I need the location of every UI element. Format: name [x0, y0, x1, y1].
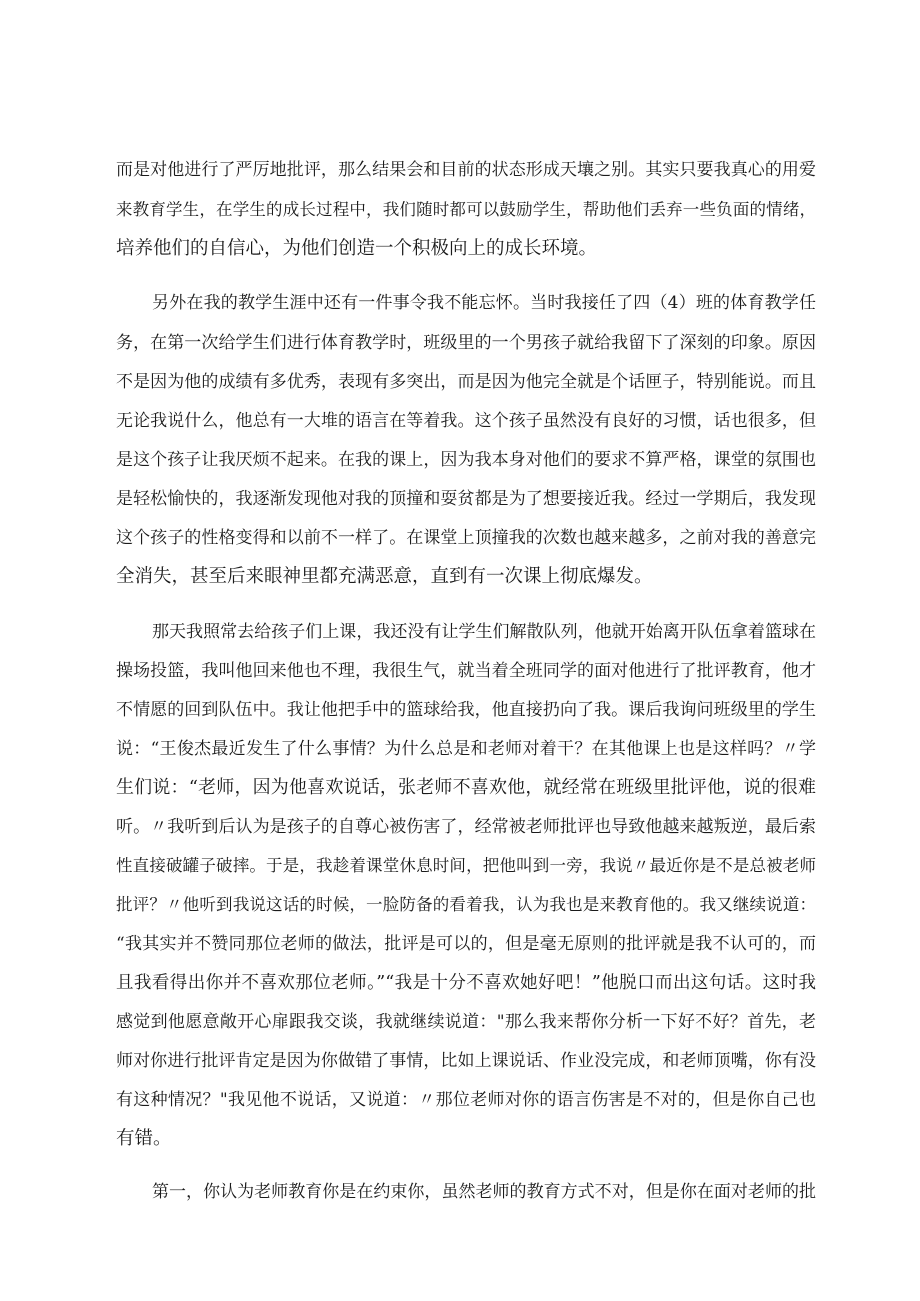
paragraph-2-line-8: 全消失，甚至后来眼神里都充满恶意，直到有一次课上彻底爆发。 [116, 566, 653, 587]
paragraph-2-line-3: 不是因为他的成绩有多优秀，表现有多突出，而是因为他完全就是个话匣子，特别能说。而且 [116, 372, 816, 392]
paragraph-3-line-1: 那天我照常去给孩子们上课，我还没有让学生们解散队列，他就开始离开队伍拿着篮球在 [152, 622, 816, 642]
paragraph-3-line-7: 性直接破罐子破摔。于是，我趁着课堂休息时间，把他叫到一旁，我说〃最近你是不是总被老师 [116, 856, 816, 875]
paragraph-3-line-6: 听。〃我听到后认为是孩子的自尊心被伤害了，经常被老师批评也导致他越来越叛逆，最后索 [116, 817, 816, 837]
paragraph-1-line-1: 而是对他进行了严厉地批评，那么结果会和目前的状态形成天壤之别。其实只要我真心的用爱 [116, 160, 816, 180]
paragraph-3-line-8: 批评？〃他听到我说这话的时候，一脸防备的看着我，认为我也是来教育他的。我又继续说道： [116, 895, 816, 914]
paragraph-3-line-3: 不情愿的回到队伍中。我让他把手中的篮球给我，他直接扔向了我。课后我询问班级里的学生 [116, 700, 816, 720]
paragraph-2-line-1: 另外在我的教学生涯中还有一件事令我不能忘怀。当时我接任了四（4）班的体育教学任 [152, 293, 816, 313]
paragraph-1-line-2: 来教育学生，在学生的成长过程中，我们随时都可以鼓励学生，帮助他们丢弃一些负面的情绪， [116, 200, 816, 219]
paragraph-3-line-9: “我其实并不赞同那位老师的做法，批评是可以的，但是毫无原则的批评就是我不认可的，而 [116, 934, 816, 954]
paragraph-1-line-3: 培养他们的自信心，为他们创造一个积极向上的成长环境。 [116, 238, 598, 259]
paragraph-3-line-12: 师对你进行批评肯定是因为你做错了事情，比如上课说话、作业没完成，和老师顶嘴，你有没 [116, 1051, 816, 1071]
paragraph-3-line-4: 说：“王俊杰最近发生了什么事情？为什么总是和老师对着干？在其他课上也是这样吗？〃学 [116, 739, 816, 759]
paragraph-4-line-1: 第一，你认为老师教育你是在约束你，虽然老师的教育方式不对，但是你在面对老师的批 [152, 1182, 816, 1202]
paragraph-3-line-13: 有这种情况？"我见他不说话，又说道：〃那位老师对你的语言伤害是不对的，但是你自己也 [116, 1090, 816, 1110]
paragraph-3-line-2: 操场投篮，我叫他回来他也不理，我很生气，就当着全班同学的面对他进行了批评教育，他才 [116, 661, 816, 681]
paragraph-3-line-14: 有错。 [116, 1128, 172, 1149]
paragraph-2-line-7: 这个孩子的性格变得和以前不一样了。在课堂上顶撞我的次数也越来越多，之前对我的善意完 [116, 528, 816, 548]
paragraph-2-line-2: 务，在第一次给学生们进行体育教学时，班级里的一个男孩子就给我留下了深刻的印象。原因 [116, 333, 816, 353]
paragraph-3-line-10: 且我看得出你并不喜欢那位老师。”“我是十分不喜欢她好吧！”他脱口而出这句话。这时我 [116, 973, 816, 993]
paragraph-3-line-11: 感觉到他愿意敞开心扉跟我交谈，我就继续说道："那么我来帮你分析一下好不好？首先，老 [116, 1012, 816, 1032]
paragraph-3-line-5: 生们说：“老师，因为他喜欢说话，张老师不喜欢他，就经常在班级里批评他，说的很难 [116, 777, 816, 798]
paragraph-2-line-4: 无论我说什么，他总有一大堆的语言在等着我。这个孩子虽然没有良好的习惯，话也很多，但 [116, 411, 816, 431]
paragraph-2-line-6: 是轻松愉快的，我逐渐发现他对我的顶撞和耍贫都是为了想要接近我。经过一学期后，我发现 [116, 489, 816, 509]
paragraph-2-line-5: 是这个孩子让我厌烦不起来。在我的课上，因为我本身对他们的要求不算严格，课堂的氛围也 [116, 450, 816, 470]
